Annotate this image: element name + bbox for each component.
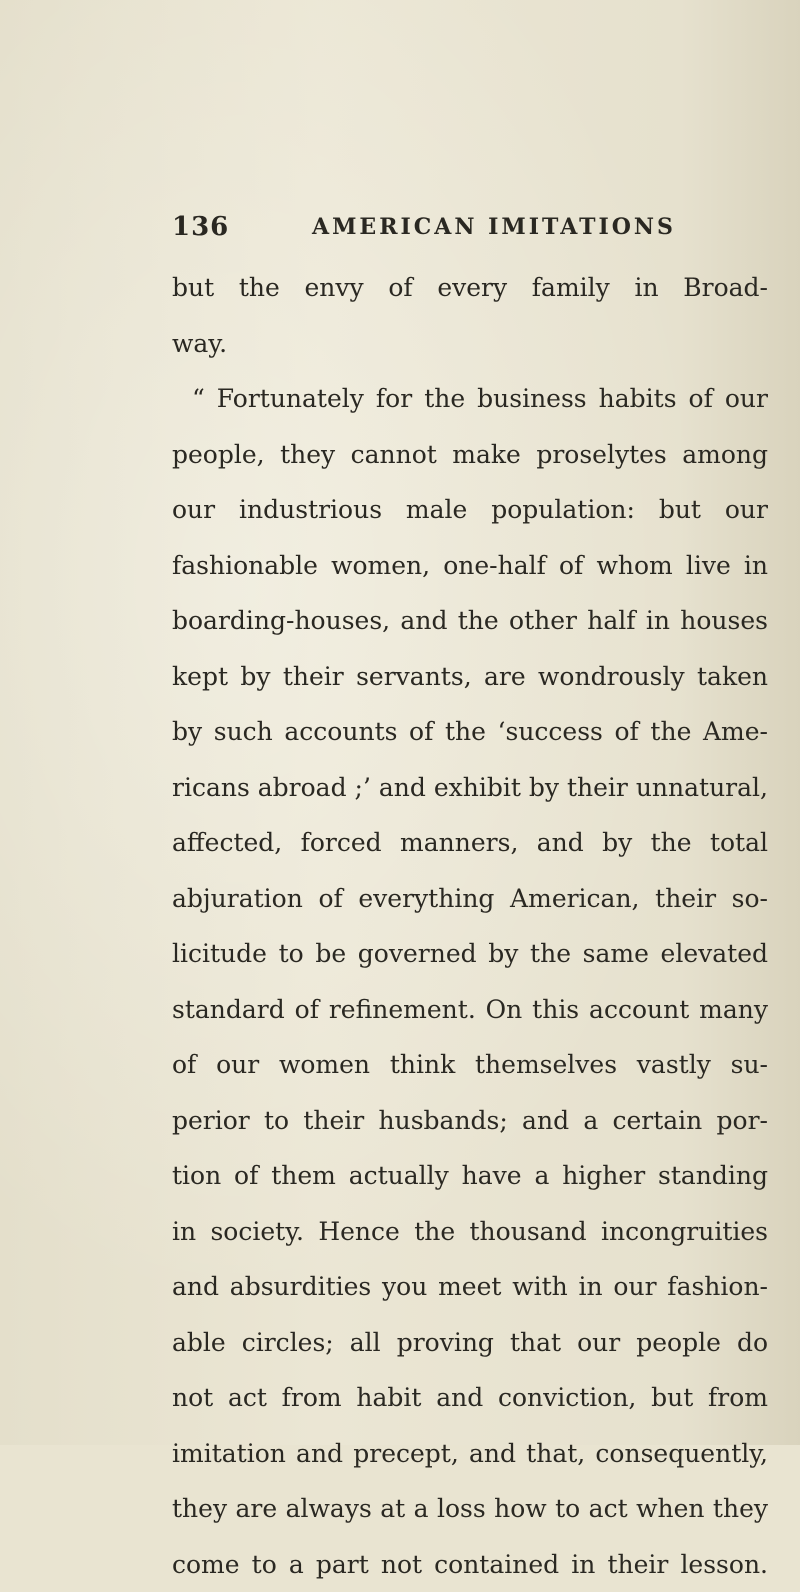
text-line: not act from habit and conviction, but from <box>172 1370 768 1426</box>
text-line: kept by their servants, are wondrously taken <box>172 649 768 705</box>
text-line: able circles; all proving that our people do <box>172 1315 768 1371</box>
text-line: standard of refinement. On this account many <box>172 982 768 1038</box>
text-line: “ Fortunately for the business habits of our <box>172 371 768 427</box>
page-header <box>172 212 732 252</box>
text-line: affected, forced manners, and by the total <box>172 815 768 871</box>
text-line: of our women think themselves vastly su- <box>172 1037 768 1093</box>
text-line: they are always at a loss how to act when they <box>172 1481 768 1537</box>
text-line: people, they cannot make proselytes among <box>172 427 768 483</box>
text-line: our industrious male population: but our <box>172 482 768 538</box>
body-text <box>172 260 768 1592</box>
text-line: by such accounts of the ‘success of the Ame- <box>172 704 768 760</box>
text-line: abjuration of everything American, their so- <box>172 871 768 927</box>
text-line: imitation and precept, and that, consequently, <box>172 1426 768 1482</box>
text-line: licitude to be governed by the same elevated <box>172 926 768 982</box>
text-line: and absurdities you meet with in our fashion- <box>172 1259 768 1315</box>
text-line: perior to their husbands; and a certain por- <box>172 1093 768 1149</box>
text-line: fashionable women, one-half of whom live in <box>172 538 768 594</box>
text-line: boarding-houses, and the other half in houses <box>172 593 768 649</box>
text-line: come to a part not contained in their lesson. <box>172 1537 768 1592</box>
running-title: AMERICAN IMITATIONS <box>312 214 676 240</box>
text-line: ricans abroad ;’ and exhibit by their unnatural, <box>172 760 768 816</box>
text-line: in society. Hence the thousand incongruities <box>172 1204 768 1260</box>
text-line: but the envy of every family in Broad- <box>172 260 768 316</box>
text-line: tion of them actually have a higher standing <box>172 1148 768 1204</box>
text-line: way. <box>172 316 768 372</box>
page-number: 136 <box>172 212 229 242</box>
